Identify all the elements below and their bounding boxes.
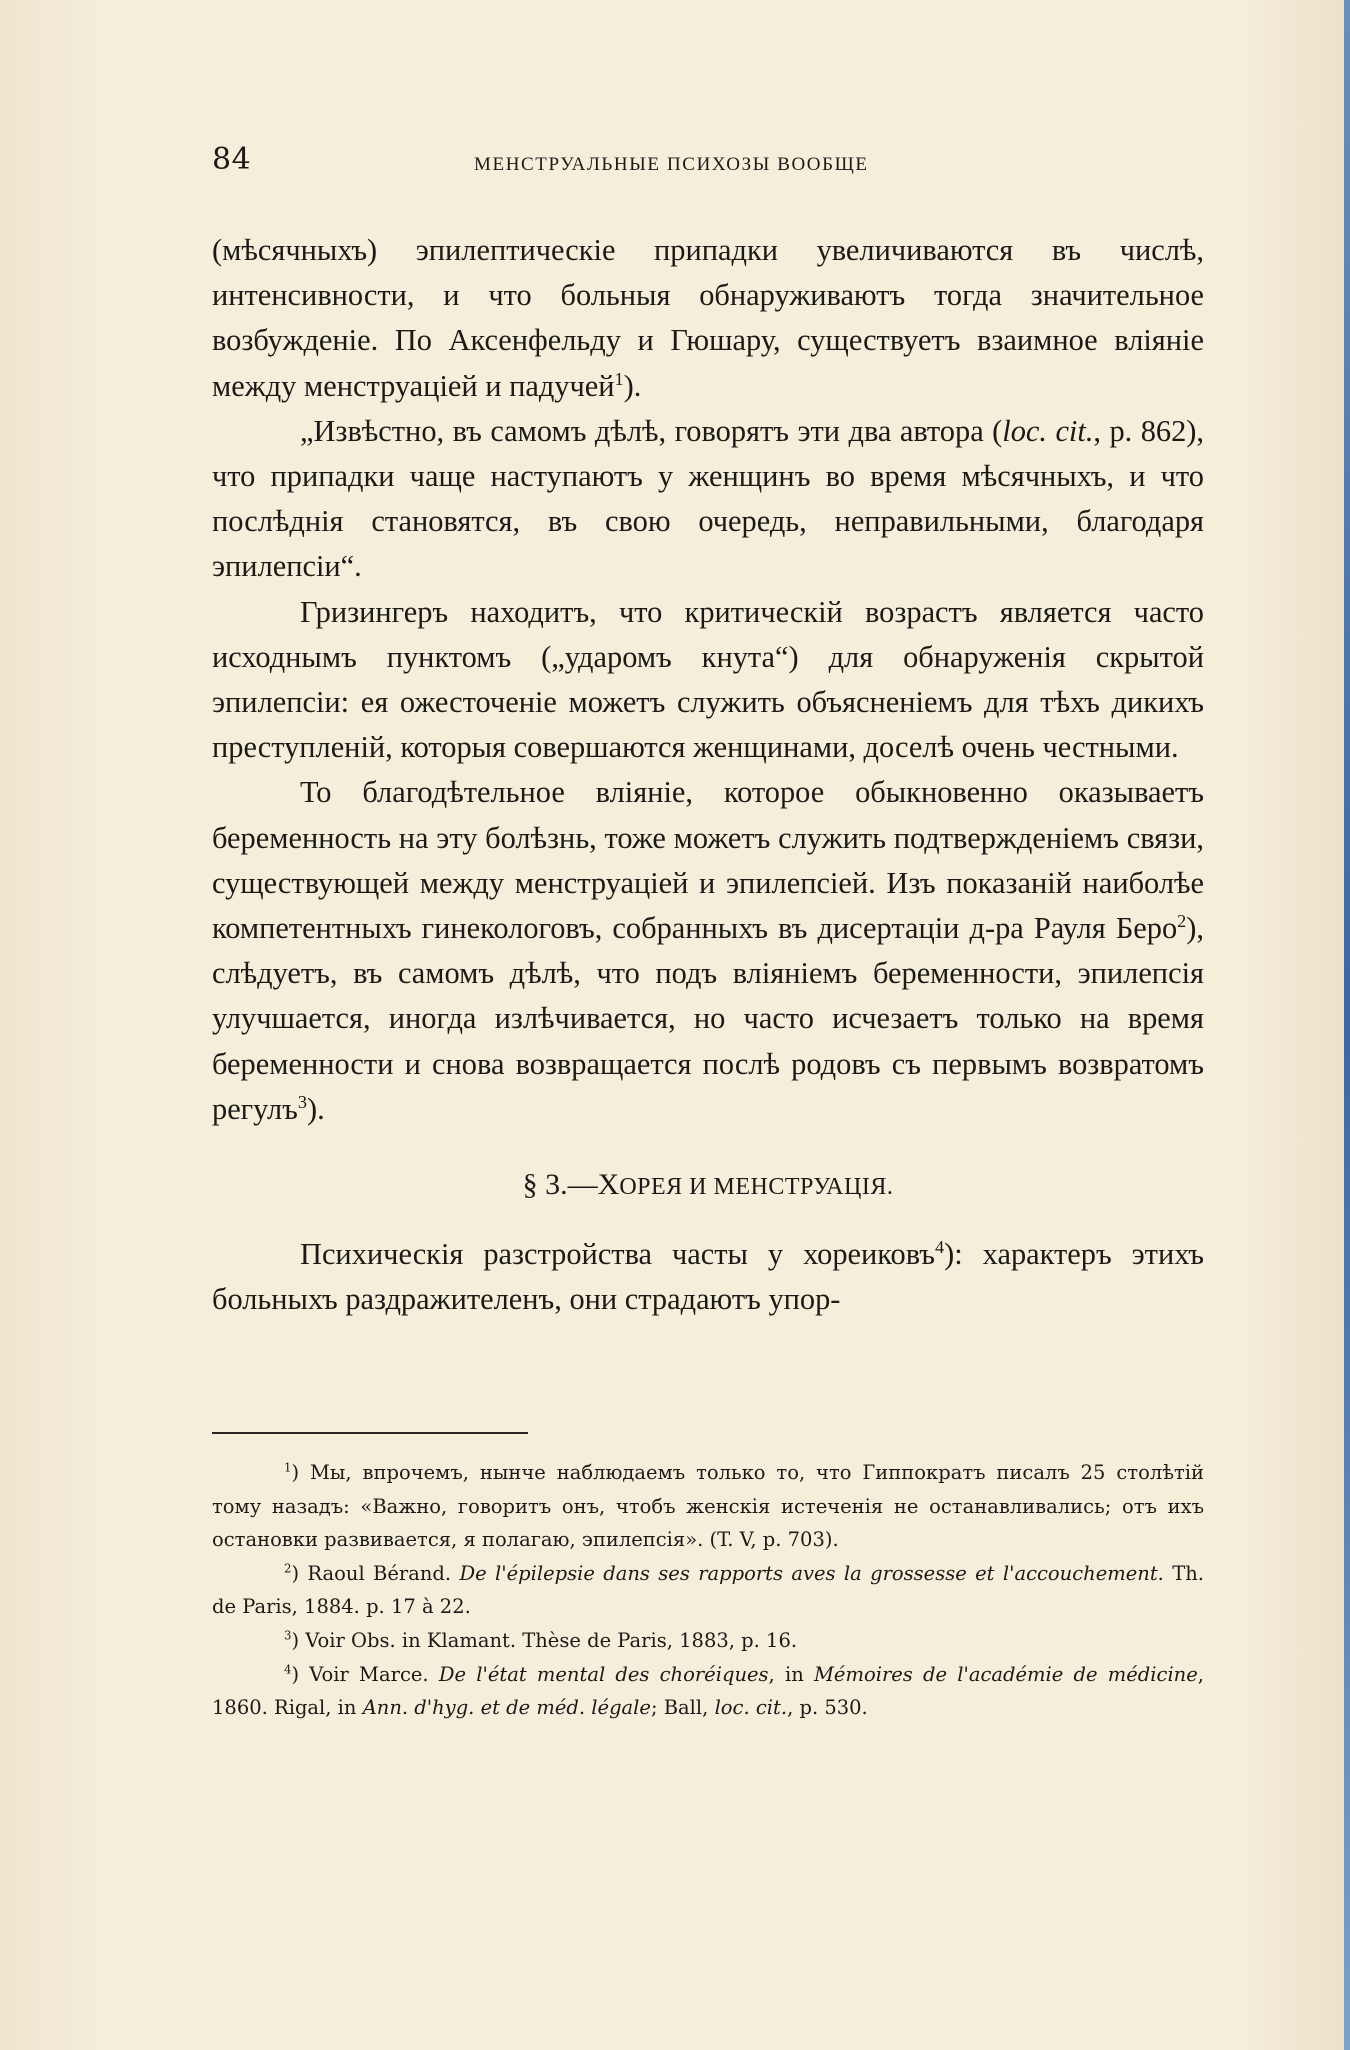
page-header: [212, 142, 972, 182]
footnote-3: $^3$) Voir Obs. in Klamant. Thèse de Paris, 1883, p. 16.: [284, 1628, 798, 1652]
paragraph-4: То благодѣтельное вліяніе, которое обыкновенно оказываетъ беременность на эту болѣзнь, тоже можетъ служить подтвержденіемъ связи, существующей между менструаціей и эпилепсіей. Изъ показаній наиболѣе компетентныхъ гинекологовъ, собранныхъ въ дисертаціи д-ра Рауля Беро$^2$), слѣдуетъ, въ самомъ дѣлѣ, что подъ вліяніемъ беременности, эпилепсія улучшается, иногда излѣчивается, но часто исчезаетъ только на время беременности и снова возвращается послѣ родовъ съ первымъ возвратомъ регулъ$^3$).: [212, 775, 1204, 1126]
footnote-ref-3: 3: [297, 1091, 308, 1112]
footnote-divider: [212, 1432, 528, 1434]
footnote-2: $^2$) Raoul Bérand. De l'épilepsie dans ses rapports aves la grossesse et l'accouchement. Th. de Paris, 1884. p. 17 à 22.: [212, 1561, 1204, 1619]
paragraph-5: Психическія разстройства часты у хореиковъ$^4$): характеръ этихъ больныхъ раздражителенъ, они страдаютъ упор-: [212, 1236, 1204, 1317]
footnote-ref-2: 2: [1177, 910, 1187, 931]
section-heading: § 3.—ХОРЕЯ И МЕНСТРУАЦІЯ.: [522, 1168, 894, 1202]
paragraph-3: Гризингеръ находитъ, что критическій возрастъ является часто исходнымъ пунктомъ („ударомъ кнута“) для обнаруженія скрытой эпилепсіи: ея ожесточеніе можетъ служить объясненіемъ для тѣхъ дикихъ преступленій, которыя совершаются женщинами, доселѣ очень честными.: [212, 594, 1204, 765]
footnotes: [212, 1456, 1204, 1725]
paragraph-1: (мѣсячныхъ) эпилептическіе припадки увеличиваются въ числѣ, интенсивности, и что больныя обнаруживаютъ тогда значительное возбужденіе. По Аксенфельду и Гюшару, существуетъ взаимное вліяніе между менструаціей и падучей$^1$).: [212, 233, 1204, 403]
main-text: [212, 228, 1204, 1322]
page-number: 84: [212, 142, 252, 177]
footnote-ref-1: 1: [614, 368, 624, 389]
footnote-ref-4: 4: [935, 1236, 945, 1257]
footnote-4: $^4$) Voir Marce. De l'état mental des choréiques, in Mémoires de l'académie de médicine, 1860. Rigal, in Ann. d'hyg. et de méd. légale; Ball, loc. cit., p. 530.: [212, 1662, 1204, 1720]
paragraph-2: „Извѣстно, въ самомъ дѣлѣ, говорятъ эти два автора (loc. cit., p. 862), что припадки чаще наступаютъ у женщинъ во время мѣсячныхъ, и что послѣднія становятся, въ свою очередь, неправильными, благодаря эпилепсіи“.: [212, 413, 1205, 584]
running-head: МЕНСТРУАЛЬНЫЕ ПСИХОЗЫ ВООБЩЕ: [474, 154, 869, 175]
footnote-1: $^1$) Мы, впрочемъ, нынче наблюдаемъ только то, что Гиппократъ писалъ 25 столѣтій тому назадъ: «Важно, говоритъ онъ, чтобъ женскія истеченія не останавливались; отъ ихъ остановки развивается, я полагаю, эпилепсія». (T. V, p. 703).: [212, 1460, 1204, 1552]
